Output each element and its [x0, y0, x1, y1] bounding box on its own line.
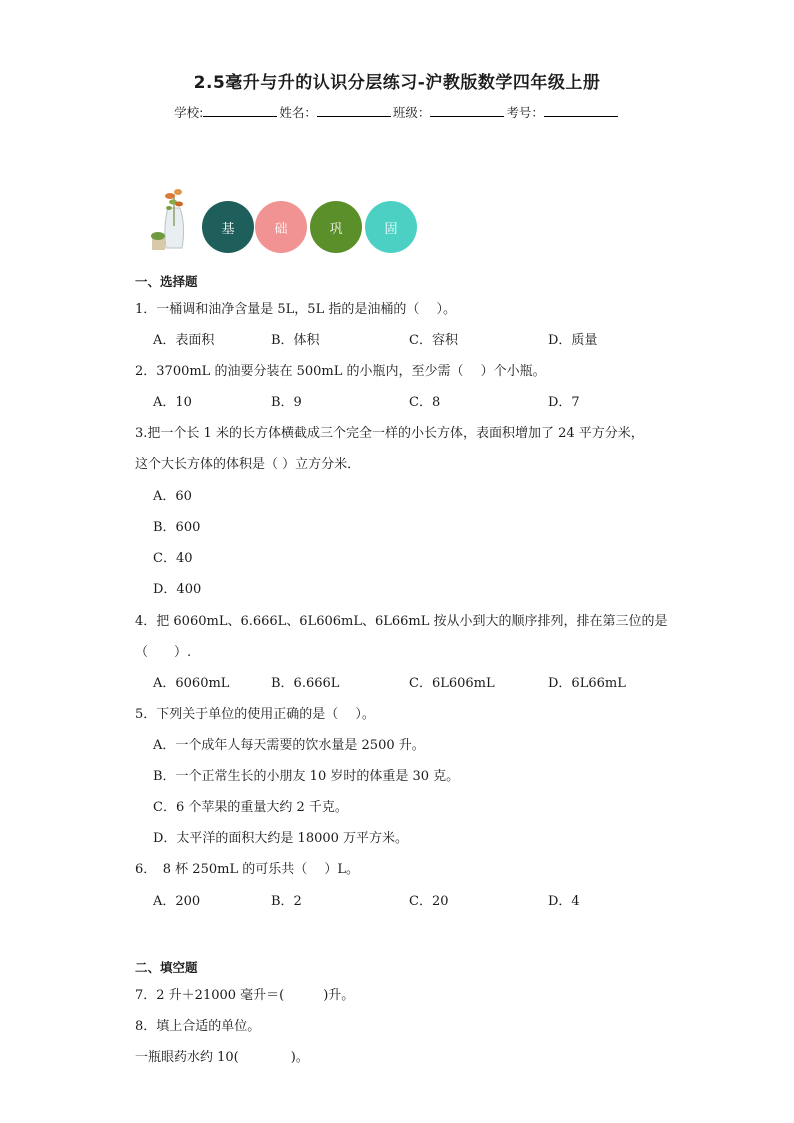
q1-option-c: C．容积: [409, 333, 458, 348]
school-blank: [203, 103, 277, 117]
section-heading-choice: 一、选择题: [135, 274, 198, 289]
banner-circle-2: 础: [255, 201, 307, 253]
q3-option-c: C．40: [153, 551, 193, 566]
question-2: 2．3700mL 的油要分装在 500mL 的小瓶内，至少需（ ）个小瓶。: [135, 364, 546, 379]
page-title: 2.5毫升与升的认识分层练习-沪教版数学四年级上册: [193, 73, 601, 93]
school-label: 学校:: [174, 105, 204, 120]
q5-option-d: D．太平洋的面积大约是 18000 万平方米。: [153, 831, 409, 846]
question-1: 1．一桶调和油净含量是 5L，5L 指的是油桶的（ ）。: [135, 302, 456, 317]
q4-option-c: C．6L606mL: [409, 676, 495, 691]
banner-circle-4: 固: [365, 201, 417, 253]
q1-option-b: B．体积: [271, 333, 320, 348]
exam-number-label: 考号：: [506, 105, 544, 120]
student-info-line: [0, 103, 794, 121]
q2-option-a: A．10: [153, 395, 192, 410]
q6-option-b: B．2: [271, 894, 302, 909]
question-4-line-1: 4．把 6060mL、6.666L、6L606mL、6L66mL 按从小到大的顺序排列，排在第三位的是: [135, 614, 668, 629]
q2-option-c: C．8: [409, 395, 441, 410]
q1-option-d: D．质量: [548, 333, 598, 348]
class-blank: [430, 103, 504, 117]
banner-circle-1: 基: [202, 201, 254, 253]
question-8-item-1: 一瓶眼药水约 10( )。: [135, 1050, 309, 1065]
q4-option-b: B．6.666L: [271, 676, 340, 691]
exam-number-blank: [544, 103, 618, 117]
q5-option-a: A．一个成年人每天需要的饮水量是 2500 升。: [153, 738, 425, 753]
question-6: 6． 8 杯 250mL 的可乐共（ ）L。: [135, 862, 359, 877]
q5-option-c: C．6 个苹果的重量大约 2 千克。: [153, 800, 348, 815]
section-banner: [148, 186, 428, 258]
question-5: 5．下列关于单位的使用正确的是（ ）。: [135, 707, 375, 722]
section-heading-fill: 二、填空题: [135, 960, 198, 975]
class-label: 班级：: [392, 105, 431, 120]
name-blank: [317, 103, 391, 117]
q6-option-a: A．200: [153, 894, 201, 909]
q6-option-d: D．4: [548, 894, 580, 909]
q5-option-b: B．一个正常生长的小朋友 10 岁时的体重是 30 克。: [153, 769, 460, 784]
question-4-line-2: （ ）.: [135, 645, 192, 660]
question-7: 7．2 升＋21000 毫升＝( )升。: [135, 988, 355, 1003]
q3-option-d: D．400: [153, 582, 202, 597]
banner-circle-3: 巩: [310, 201, 362, 253]
q3-option-b: B．600: [153, 520, 201, 535]
q2-option-b: B．9: [271, 395, 302, 410]
name-label: 姓名：: [279, 105, 317, 120]
question-3-line-2: 这个大长方体的体积是（ ）立方分米．: [135, 457, 361, 472]
q3-option-a: A．60: [153, 489, 192, 504]
question-8: 8．填上合适的单位。: [135, 1019, 261, 1034]
q1-option-a: A．表面积: [153, 333, 215, 348]
question-3-line-1: 3.把一个长 1 米的长方体横截成三个完全一样的小长方体，表面积增加了 24 平方分米，: [135, 426, 644, 441]
q6-option-c: C．20: [409, 894, 449, 909]
q4-option-a: A．6060mL: [153, 676, 230, 691]
q2-option-d: D．7: [548, 395, 580, 410]
plant-vase-icon: [148, 186, 193, 254]
q4-option-d: D．6L66mL: [548, 676, 626, 691]
